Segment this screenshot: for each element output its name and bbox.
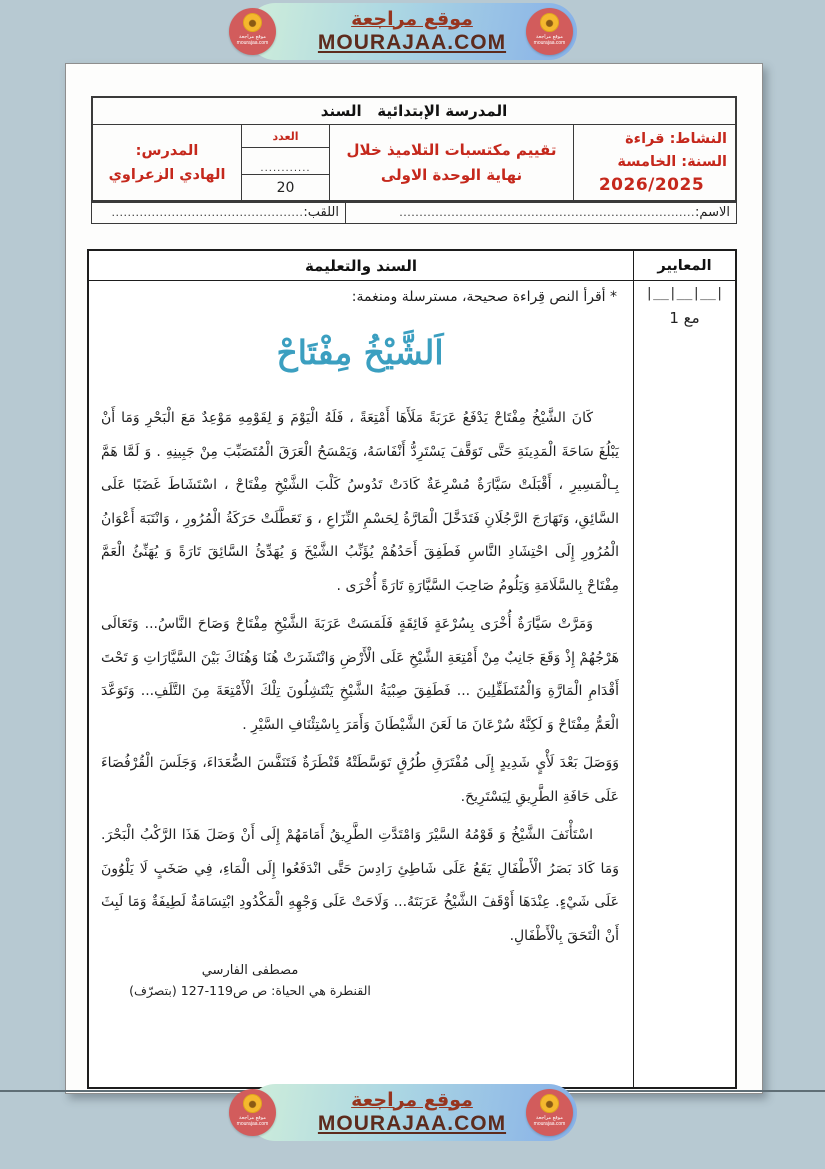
story-paragraph: وَوَصَلَ بَعْدَ لَأْيٍ شَدِيدٍ إِلَى مُفْتَرَقِ طُرُقٍ تَوَسَّطَتْهُ قَنْطَرَةٌ فَتَنَفَّسَ الصُّعَدَاءَ، وَجَلَسَ الْقُرْفُصَاءَ عَلَى حَافَةِ الطَّرِيقِ لِيَسْتَرِيحَ. <box>101 755 619 805</box>
last-name-label: اللقب: <box>303 204 339 220</box>
attribution-block <box>115 961 385 1000</box>
badge-url: mourajaa.com <box>236 40 269 46</box>
badge-text: موقع مراجعة <box>239 34 266 40</box>
mourajaa-badge <box>229 8 276 55</box>
story-paragraph: كَانَ الشَّيْخُ مِفْتَاحْ يَدْفَعُ عَرَبَةً مَلَأَهَا أَمْتِعَةً ، فَلَهُ الْيَوْمَ وَ لِقَوْمِهِ مَوْعِدٌ مَعَ الْبَحْرِ وَمَا أَنْ يَبْلُغَ سَاحَةَ الْمَدِينَةِ حَتَّى تَوَقَّفَ يَسْتَرِدُّ أَنْفَاسَهُ، وَيَمْسَحُ الْعَرَقَ الْمُتَصَبِّبَ مِنْ جَبِينِهِ . وَ لَمَّا هَمَّ بِـالْمَسِيرِ ، أَقْبَلَتْ سَيَّارَةٌ مُسْرِعَةٌ كَادَتْ تَدُوسُ كَلْبَ الشَّيْخِ مِفْتَاحْ ، اسْتَشَاطَ غَضَبًا عَلَى السَّائِقِ، وَتَهَارَجَ الرَّجُلَانِ فَتَدَخَّلَ الْمَارَّةُ لِحَسْمِ النِّزَاعِ ، وَ تَعَطَّلَتْ حَرَكَةُ الْمُرُورِ ، وَانْتَبَهَ أَعْوَانُ الْمُرُورِ إِلَى احْتِشَادِ النَّاسِ فَطَفِقَ أَحَدُهُمْ يُؤَنِّبُ الشَّيْخَ وَ يُهَدِّئُ السَّائِقَ تَارَةً وَ يُهَنِّئُ الْعَمَّ مِفْتَاحْ بِالسَّلَامَةِ وَيَلُومُ صَاحِبَ السَّيَّارَةِ تَارَةً أُخْرَى . <box>101 410 619 594</box>
story-title: اَلشَّيْخُ مِفْتَاحْ <box>276 333 444 372</box>
site-domain-link[interactable]: MOURAJAA.COM <box>317 30 507 54</box>
site-domain-link[interactable]: MOURAJAA.COM <box>317 1111 507 1135</box>
criteria-column-header: المعايير <box>633 251 735 280</box>
teacher-cell <box>93 125 241 201</box>
mourajaa-badge <box>526 8 573 55</box>
evaluation-title: تقييم مكتسبات التلاميذ خلال نهاية الوحدة الاولى <box>329 125 573 201</box>
activity-cell <box>573 125 735 201</box>
grade-max-value: 20 <box>276 180 295 196</box>
badge-text: موقع مراجعة <box>536 1115 563 1121</box>
grade-cell <box>241 125 329 201</box>
reading-text-cell <box>89 281 633 1087</box>
badge-text: موقع مراجعة <box>239 1115 266 1121</box>
support-column-header: السند والتعليمة <box>304 256 418 275</box>
badge-text: موقع مراجعة <box>536 34 563 40</box>
student-name-row <box>91 200 737 224</box>
first-name-fill-in-field: .......................................................................... <box>399 205 696 219</box>
grade-label: العدد <box>242 125 329 148</box>
badge-url: mourajaa.com <box>533 40 566 46</box>
school-year: 2026/2025 <box>598 175 705 195</box>
mourajaa-badge <box>229 1089 276 1136</box>
first-name-label: الاسم: <box>695 204 730 220</box>
reading-instruction: * أقرأ النص قِراءة صحيحة، مسترسلة ومنغمة: <box>351 289 617 305</box>
mourajaa-badge <box>526 1089 573 1136</box>
reading-task-table <box>87 249 737 1089</box>
teacher-label: المدرس: <box>135 143 199 159</box>
badge-logo-icon <box>243 1094 262 1113</box>
exam-header-table <box>91 96 737 203</box>
story-paragraph: اسْتَأْنَفَ الشَّيْخُ وَ قَوْمُهُ السَّيْرَ وَامْتَدَّتِ الطَّرِيقُ أَمَامَهُمْ إِلَى أَنْ وَصَلَ هَذَا الرَّكْبُ الْبَحْرَ. وَمَا كَادَ بَصَرُ الْأَطْفَالِ يَقَعُ عَلَى شَاطِئِ رَادِسَ حَتَّى انْدَفَعُوا إِلَى الْمَاءِ، فِي صَخَبٍ لَا يَلْوُونَ عَلَى شَيْءٍ. عِنْدَهَا أَوْقَفَ الشَّيْخُ عَرَبَتَهُ... وَلَاحَتْ عَلَى وَجْهِهِ الْمَكْدُودِ ابْتِسَامَةٌ لَطِيفَةٌ وَمَا لَبِثَ أَنْ الْتَحَقَ بِالْأَطْفَالِ. <box>101 827 619 944</box>
first-name-cell <box>345 201 736 223</box>
document-page <box>65 63 763 1094</box>
grade-year-label: السنة: الخامسة <box>617 154 727 170</box>
author-name: مصطفى الفارسي <box>201 963 299 978</box>
story-paragraph: وَمَرَّتْ سَيَّارَةٌ أُخْرَى بِسُرْعَةٍ فَائِقَةٍ فَلَمَسَتْ عَرَبَةَ الشَّيْخِ مِفْتَاحْ وَصَاحَ النَّاسُ... وَتَعَالَى هَرْجُهُمْ إِذْ وَقَعَ جَانِبٌ مِنْ أَمْتِعَةِ الشَّيْخِ عَلَى الْأَرْضِ وَانْتَشَرَتْ هُنَا وَهُنَاكَ بَيْنَ السَّيَّارَاتِ وَ تَحْتَ أَقْدَامِ الْمَارَّةِ وَالْمُتَطَفِّلِينَ ... فَطَفِقَ صِبْيَةُ الشَّيْخِ يَنْتَشِلُونَ تِلْكَ الْأَمْتِعَةَ مِنَ التَّلَفِ... وَتَوَعَّدَ الْعَمُّ مِفْتَاحْ وَ لَكِنَّهُ سُرْعَانَ مَا لَعَنَ الشَّيْطَانَ وَأَمَرَ بِاسْتِئْنَافِ السَّيْرِ . <box>101 616 619 733</box>
last-name-fill-in-field: ................................................ <box>111 205 304 219</box>
teacher-name: الهادي الزعراوي <box>108 167 226 183</box>
criteria-score-boxes: |__|__|__| <box>645 286 724 301</box>
site-title-link[interactable]: موقع مراجعة <box>351 1088 473 1111</box>
last-name-cell <box>92 201 345 223</box>
criteria-note: مع 1 <box>669 309 700 327</box>
grade-fill-in-field: ............ <box>242 148 329 175</box>
source-reference: القنطرة هي الحياة: ص ص119-127 (بتصرّف) <box>129 983 371 998</box>
site-title-link[interactable]: موقع مراجعة <box>351 7 473 30</box>
badge-url: mourajaa.com <box>236 1121 269 1127</box>
badge-logo-icon <box>243 13 262 32</box>
school-name: المدرسة الإبتدائية السند <box>93 98 735 125</box>
criteria-cell <box>633 281 735 1087</box>
badge-url: mourajaa.com <box>533 1121 566 1127</box>
activity-label: النشاط: قراءة <box>625 131 727 147</box>
badge-logo-icon <box>540 13 559 32</box>
badge-logo-icon <box>540 1094 559 1113</box>
